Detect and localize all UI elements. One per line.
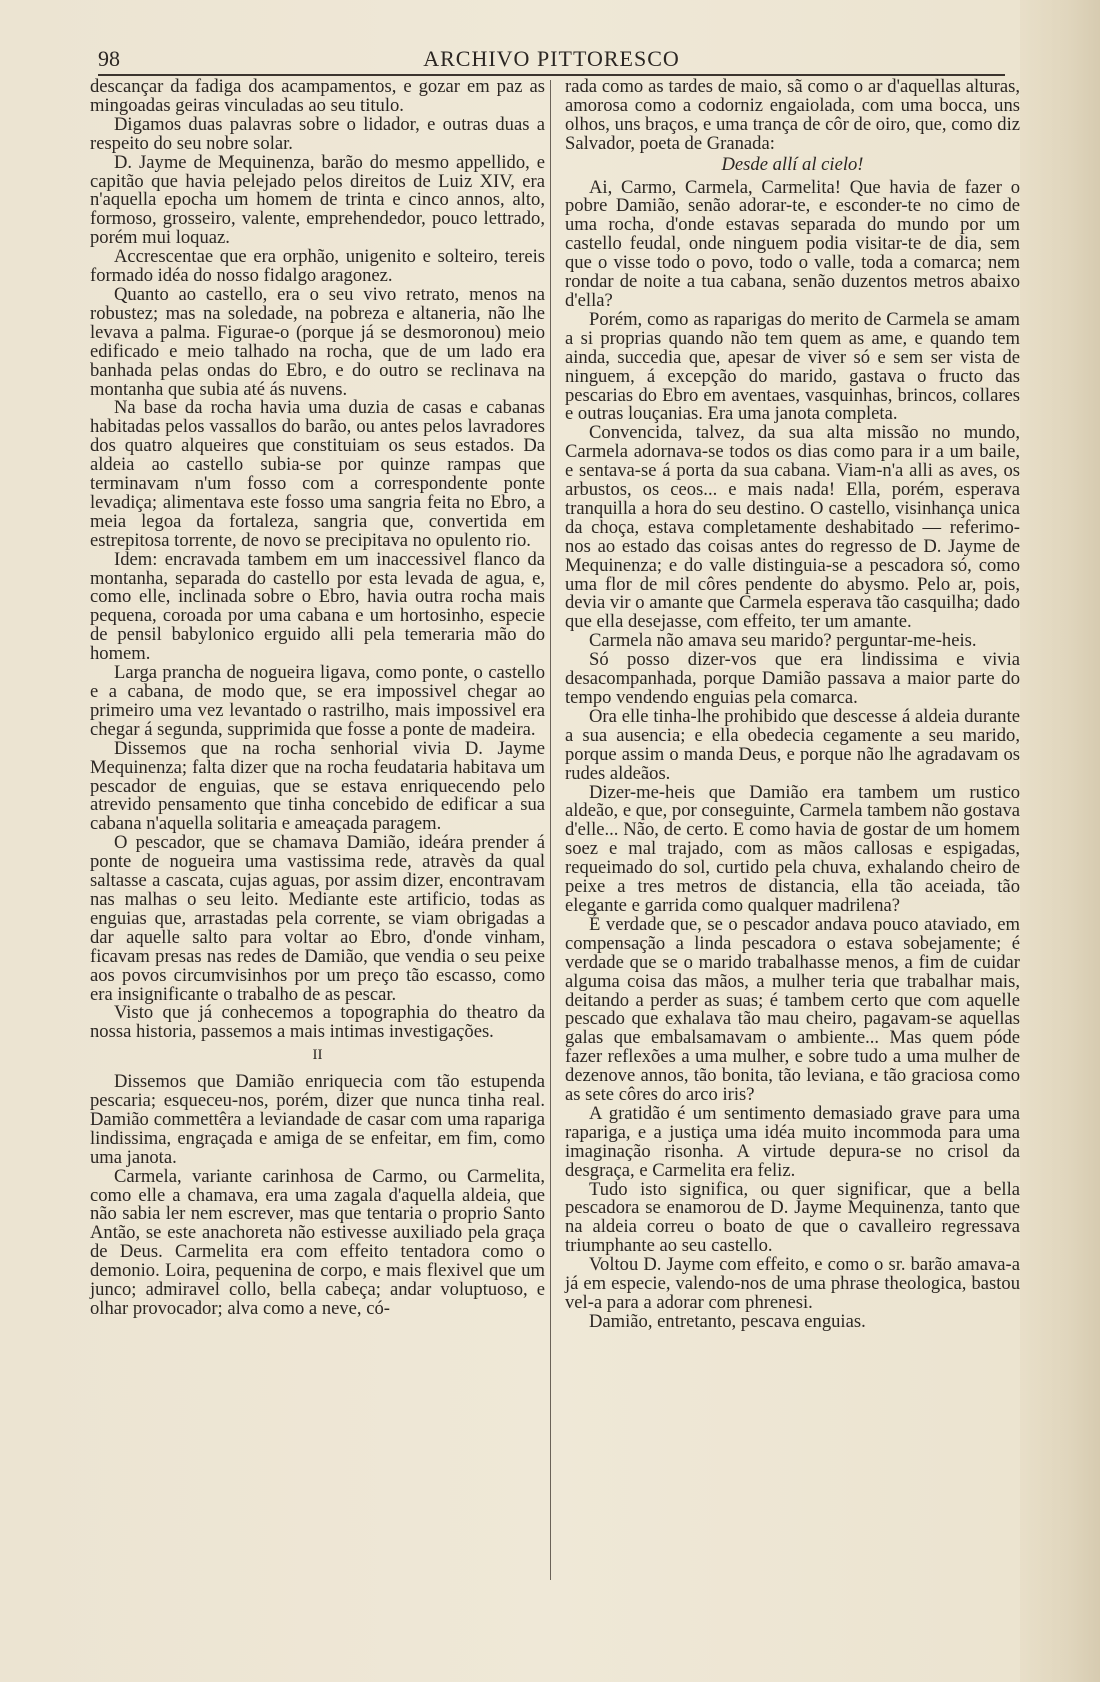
- paragraph: Convencida, talvez, da sua alta missão no mundo, Carmela adornava-se todos os dias como para ir a um baile, e sentava-se á porta da sua cabana. Viam-n'a alli as aves, os arbustos, os ceos... e mais nada! Ella, porém, esperava tranquilla a hora do seu destino. O castello, visinhança unica da choça, estava completamente deshabitado — referimo-nos ao estado das coisas antes do regresso de D. Jayme de Mequinenza; e do valle distinguia-se a pescadora só, como uma flor de mil côres pendente do abysmo. Pelo ar, pois, devia vir o amante que Carmela esperava tão casquilha; dado que ella desejasse, com effeito, ter um amante.: [565, 422, 1020, 633]
- page-header: [98, 42, 1005, 72]
- page-spine-shadow: [1020, 0, 1100, 1682]
- page-number: 98: [98, 46, 120, 71]
- paragraph: Dissemos que Damião enriquecia com tão estupenda pescaria; esqueceu-nos, porém, dizer que nunca tinha real. Damião commettêra a leviandade de casar com uma rapariga lindissima, engraçada e amiga de se enfeitar, em fim, como uma janota.: [90, 1071, 545, 1168]
- paragraph: É verdade que, se o pescador andava pouco ataviado, em compensação a linda pescadora o estava sobejamente; é verdade que se o marido trabalhasse menos, a fim de cuidar alguma coisa das mãos, a mulher teria que trabalhar mais, deitando a perder as suas; é tambem certo que com aquelle pescado que exhalava tão mau cheiro, pagavam-se aquellas galas que embalsamavam o ambiente... Mas quem póde fazer reflexões a uma mulher, e sobre tudo a uma mulher de dezenove annos, tão bonita, tão leviana, e tão graciosa como as sete côres do arco iris?: [565, 913, 1020, 1106]
- paragraph: Tudo isto significa, ou quer significar, que a bella pescadora se enamorou de D. Jayme Mequinenza, tanto que na aldeia correu o boato de que o cavalleiro regressava triumphante ao seu castello.: [565, 1178, 1020, 1257]
- paragraph: Dizer-me-heis que Damião era tambem um rustico aldeão, e que, por conseguinte, Carmela tambem não gostava d'elle... Não, de certo. E como havia de gostar de um homem soez e mal trajado, com as mãos callosas e espigadas, requeimado do sol, curtido pela chuva, exhalando cheiro de peixe a tres metros de distancia, ella tão aceiada, tão elegante e garrida como qualquer madrilena?: [565, 781, 1020, 916]
- paragraph: Idem: encravada tambem em um inaccessivel flanco da montanha, separada do castello por esta levada de agua, e, como elle, inclinada sobre o Ebro, havia outra rocha mais pequena, coroada por uma cabana e um hortosinho, especie de pensil babylonico erguido alli pela temeraria mão do homem.: [90, 548, 545, 665]
- paragraph: Porém, como as raparigas do merito de Carmela se amam a si proprias quando não tem quem as ame, e quando tem ainda, succedia que, apesar de viver só e sem ser vista de ninguem, á excepção do marido, gastava o fructo das pescarias do Ebro em aventaes, vasquinhas, brincos, collares e outras louçanias. Era uma janota completa.: [565, 308, 1020, 425]
- paragraph: Ai, Carmo, Carmela, Carmelita! Que havia de fazer o pobre Damião, senão adorar-te, e esconder-te no cimo de uma rocha, d'onde estavas separada do mundo por um castello feudal, onde ninguem podia visitar-te de dia, sem que o visse todo o povo, todo o valle, toda a comarca; nem rondar de noite a tua cabana, senão duzentos metros abaixo d'ella?: [565, 176, 1020, 311]
- paragraph: Digamos duas palavras sobre o lidador, e outras duas a respeito do seu nobre solar.: [90, 113, 545, 154]
- paragraph: A gratidão é um sentimento demasiado grave para uma rapariga, e a justiça uma idéa muito incommoda para uma imaginação risonha. A virtude depura-se no crisol da desgraça, e Carmelita era feliz.: [565, 1102, 1020, 1181]
- paragraph: Larga prancha de nogueira ligava, como ponte, o castello e a cabana, de modo que, se era impossivel chegar ao primeiro uma vez levantado o rastrilho, mais impossivel era chegar á segunda, supprimida que fosse a ponte de madeira.: [90, 662, 545, 740]
- column-divider: [550, 80, 551, 1580]
- paragraph: Carmela, variante carinhosa de Carmo, ou Carmelita, como elle a chamava, era uma zagala d'aquella aldeia, que não sabia ler nem escrever, mas que tentaria o proprio Santo Antão, se este anachoreta não estivesse auxiliado pela graça de Deus. Carmelita era com effeito tentadora como o demonio. Loira, pequenina de corpo, e mais flexivel que um junco; admiravel collo, bella cabeça; andar voluptuoso, e olhar provocador; alva como a neve, có-: [90, 1165, 545, 1319]
- paragraph: Dissemos que na rocha senhorial vivia D. Jayme Mequinenza; falta dizer que na rocha feudataria habitava um pescador de enguias, que se estava enriquecendo pelo atrevido pensamento que tinha concebido de edificar a sua cabana n'aquella solitaria e ameaçada paragem.: [90, 737, 545, 835]
- paragraph: Accrescentae que era orphão, unigenito e solteiro, tereis formado idéa do nosso fidalgo aragonez.: [90, 246, 545, 287]
- right-column: [565, 78, 1020, 1332]
- paragraph: rada como as tardes de maio, sã como o ar d'aquellas alturas, amorosa como a codorniz engaiolada, com uma bocca, uns olhos, uns braços, e uma trança de côr de oiro, que, como diz Salvador, poeta de Granada:: [565, 76, 1020, 154]
- paragraph: Na base da rocha havia uma duzia de casas e cabanas habitadas pelos vassallos do barão, ou antes pelos lavradores dos quatro alqueires que constituiam os seus estados. Da aldeia ao castello subia-se por quinze rampas que terminavam n'um fosso com a correspondente ponte levadiça; alimentava este fosso uma sangria feita no Ebro, a meia legoa da fortaleza, sangria que, convertida em estrepitosa torrente, de novo se precipitava no opulento rio.: [90, 397, 545, 551]
- running-title: ARCHIVO PITTORESCO: [423, 46, 680, 71]
- paragraph: Voltou D. Jayme com effeito, e como o sr. barão amava-a já em especie, valendo-nos de uma phrase theologica, bastou vel-a para a adorar com phrenesi.: [565, 1254, 1020, 1313]
- paragraph: O pescador, que se chamava Damião, ideára prender á ponte de nogueira uma vastissima rede, atravès da qual saltasse a cascata, cujas aguas, por assim dizer, encontravam nas malhas o seu leito. Mediante este artificio, todas as enguias que, arrastadas pela corrente, se viam obrigadas a dar aquelle salto para voltar ao Ebro, d'onde vinham, ficavam presas nas redes de Damião, que vendia o seu peixe aos povos circumvisinhos por um preço tão escasso, como era insignificante o trabalho de as pescar.: [90, 832, 545, 1005]
- paragraph: Quanto ao castello, era o seu vivo retrato, menos na robustez; mas na soledade, na pobreza e altaneria, não lhe levava a palma. Figurae-o (porque já se desmoronou) meio edificado e meio talhado na rocha, que de um lado era banhada pelas ondas do Ebro, e do outro se reclinava na montanha que subia até ás nuvens.: [90, 283, 545, 400]
- paragraph: Damião, entretanto, pescava enguias.: [589, 1310, 866, 1332]
- paragraph: D. Jayme de Mequinenza, barão do mesmo appellido, e capitão que havia pelejado pelos direitos de Luiz XIV, era n'aquella epocha um homem de trinta e cinco annos, alto, formoso, grosseiro, valente, emprehendedor, pouco lettrado, porém mui loquaz.: [90, 151, 545, 249]
- paragraph: Visto que já conhecemos a topographia do theatro da nossa historia, passemos a mais intimas investigações.: [90, 1002, 545, 1043]
- paragraph: Só posso dizer-vos que era lindissima e vivia desacompanhada, porque Damião passava a maior parte do tempo vendendo enguias pela comarca.: [565, 649, 1020, 708]
- section-heading: II: [312, 1047, 323, 1064]
- paragraph: Carmela não amava seu marido? perguntar-me-heis.: [589, 630, 977, 652]
- paragraph: descançar da fadiga dos acampamentos, e gozar em paz as mingoadas geiras vinculadas ao seu titulo.: [90, 76, 545, 116]
- left-column: [90, 78, 545, 1319]
- quote-line: Desde allí al cielo!: [721, 153, 864, 175]
- paragraph: Ora elle tinha-lhe prohibido que descesse á aldeia durante a sua ausencia; e ella obedecia cegamente a seu marido, porque assim o manda Deus, e porque não lhe agradavam os rudes aldeãos.: [565, 705, 1020, 784]
